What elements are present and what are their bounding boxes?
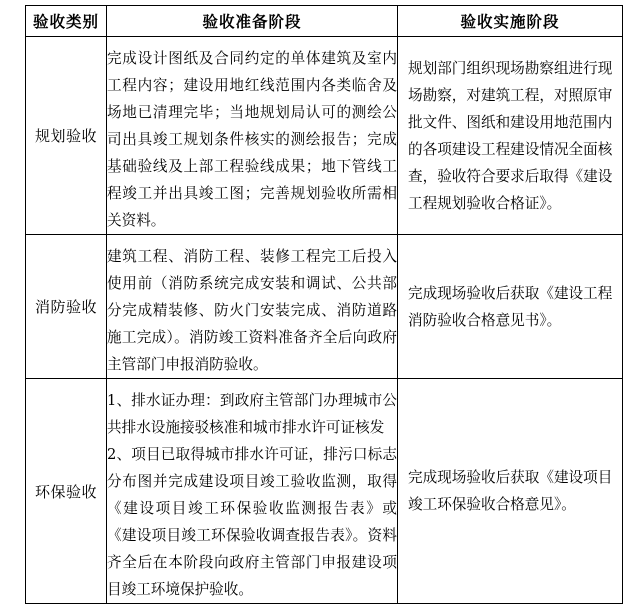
preparation-line-2: 2、项目已取得城市排水许可证，排污口标志分布图并完成建设项目竣工验收监测，取得《建设项目竣工环保验收监测报告表》或《建设项目竣工环保验收调查报告表》。资料齐全后在本阶段向政府主管部门申报建设项目竣工环境保护验收。 bbox=[107, 446, 397, 598]
column-header-implementation: 验收实施阶段 bbox=[398, 6, 623, 37]
cell-category-environment: 环保验收 bbox=[26, 379, 107, 604]
cell-preparation-environment bbox=[107, 379, 398, 604]
table-row bbox=[26, 37, 623, 235]
preparation-line-1: 1、排水证办理：到政府主管部门办理城市公共排水设施接驳核准和城市排水许可证核发 bbox=[107, 392, 397, 436]
cell-implementation-environment: 完成现场验收后获取《建设项目竣工环保验收合格意见》。 bbox=[398, 379, 623, 604]
cell-implementation-planning: 规划部门组织现场勘察组进行现场勘察，对建筑工程，对照原审批文件、图纸和建设用地范围内的各项建设工程建设情况全面核查，验收符合要求后取得《建设工程规划验收合格证》。 bbox=[398, 37, 623, 235]
acceptance-table bbox=[25, 5, 623, 604]
column-header-category: 验收类别 bbox=[26, 6, 107, 37]
cell-category-planning: 规划验收 bbox=[26, 37, 107, 235]
table-row bbox=[26, 379, 623, 604]
cell-category-fire: 消防验收 bbox=[26, 235, 107, 379]
column-header-preparation: 验收准备阶段 bbox=[107, 6, 398, 37]
cell-preparation-fire: 建筑工程、消防工程、装修工程完工后投入使用前（消防系统完成安装和调试、公共部分完成精装修、防火门安装完成、消防道路施工完成）。消防竣工资料准备齐全后向政府主管部门申报消防验收。 bbox=[107, 235, 398, 379]
table-header-row bbox=[26, 6, 623, 37]
table-row bbox=[26, 235, 623, 379]
cell-preparation-planning: 完成设计图纸及合同约定的单体建筑及室内工程内容；建设用地红线范围内各类临舍及场地已清理完毕；当地规划局认可的测绘公司出具竣工规划条件核实的测绘报告；完成基础验线及上部工程验线成果；地下管线工程竣工并出具竣工图；完善规划验收所需相关资料。 bbox=[107, 37, 398, 235]
table-header bbox=[26, 6, 623, 37]
table-body bbox=[26, 37, 623, 604]
cell-implementation-fire: 完成现场验收后获取《建设工程消防验收合格意见书》。 bbox=[398, 235, 623, 379]
